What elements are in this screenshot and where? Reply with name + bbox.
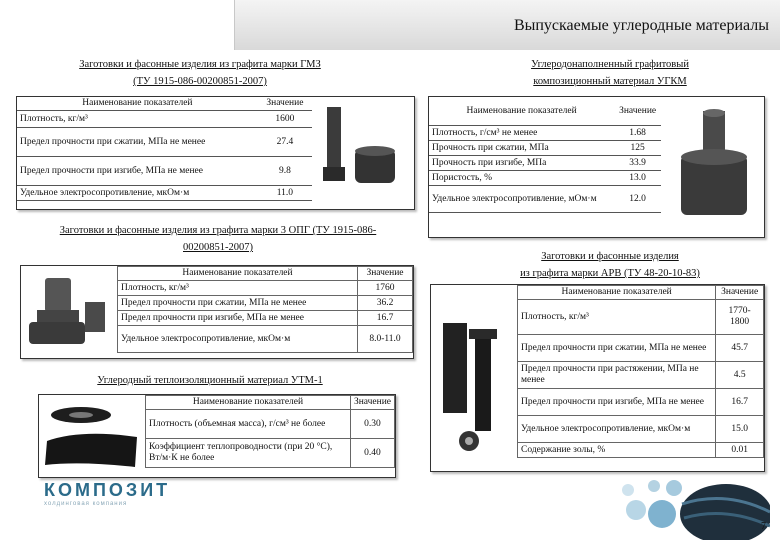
table-row: Удельное электросопротивление, мОм·м 12.0	[429, 186, 661, 213]
graphite-parts-image	[25, 272, 111, 356]
table-row: Плотность, кг/м³ 1600	[17, 111, 312, 128]
gmz-section-title	[20, 56, 380, 90]
table-row: Предел прочности при сжатии, МПа не менее 36.2	[118, 296, 413, 311]
opg-title-line1: Заготовки и фасонные изделия из графита марки 3 ОПГ (ТУ 1915-086-	[59, 225, 377, 236]
arv-panel	[430, 284, 765, 472]
opg-header-value: Значение	[358, 267, 413, 281]
table-row: Плотность, кг/м³ 1760	[118, 281, 413, 296]
table-row: Удельное электросопротивление, мкОм·м 11.0	[17, 186, 312, 201]
table-row: Плотность (объемная масса), г/см³ не более 0.30	[146, 410, 395, 439]
opg-table	[117, 266, 413, 353]
table-row: Прочность при сжатии, МПа 125	[429, 141, 661, 156]
opg-header-name: Наименование показателей	[118, 267, 358, 281]
opg-section-title	[20, 222, 416, 256]
logo-text: КОМПОЗИТ	[44, 480, 171, 500]
table-row: Удельное электросопротивление, мкОм·м 15.0	[518, 416, 764, 443]
utm-table	[145, 395, 395, 468]
ugkm-title-line1: Углеродонаполненный графитовый	[531, 59, 689, 70]
arv-title-line1: Заготовки и фасонные изделия	[541, 251, 679, 262]
table-row: Прочность при изгибе, МПа 33.9	[429, 156, 661, 171]
graphite-products-image	[435, 315, 515, 465]
arv-header-name: Наименование показателей	[518, 286, 716, 300]
gmz-title-line2: (ТУ 1915-086-00200851-2007)	[133, 76, 267, 87]
arv-title-line2: из графита марки АРВ (ТУ 48-20-10-83)	[520, 268, 700, 279]
ugkm-header-value: Значение	[614, 97, 661, 126]
table-row: Коэффициент теплопроводности (при 20 °С), Вт/м·К не более 0.40	[146, 439, 395, 468]
opg-panel	[20, 265, 414, 359]
arv-table	[517, 285, 764, 458]
decorative-circles-image	[610, 468, 770, 540]
utm-section-title: Углеродный теплоизоляционный материал УТМ-1	[97, 375, 323, 386]
ugkm-panel	[428, 96, 765, 238]
title-banner	[234, 0, 780, 50]
logo-subtext: холдинговая компания	[44, 501, 128, 507]
gmz-title-line1: Заготовки и фасонные изделия из графита марки ГМЗ	[79, 59, 321, 70]
gmz-panel	[16, 96, 415, 210]
table-row: Удельное электросопротивление, мкОм·м 8.0-11.0	[118, 326, 413, 353]
ugkm-header-name: Наименование показателей	[429, 97, 614, 126]
gmz-table	[17, 97, 312, 201]
table-row: Предел прочности при сжатии, МПа не менее 45.7	[518, 335, 764, 362]
table-row: Предел прочности при растяжении, МПа не менее 4.5	[518, 362, 764, 389]
composite-part-image	[669, 105, 759, 231]
ugkm-section-title	[470, 56, 750, 90]
graphite-bolt-image	[319, 103, 403, 203]
table-row: Предел прочности при изгибе, МПа не менее 16.7	[518, 389, 764, 416]
page-title: Выпускаемые углеродные материалы	[513, 17, 769, 34]
table-row: Предел прочности при изгибе, МПа не менее 9.8	[17, 157, 312, 186]
opg-title-line2: 00200851-2007)	[183, 242, 253, 253]
arv-header-value: Значение	[716, 286, 764, 300]
gmz-header-name: Наименование показателей	[17, 97, 258, 111]
utm-header-name: Наименование показателей	[146, 396, 351, 410]
table-row: Содержание золы, % 0.01	[518, 443, 764, 458]
ugkm-title-line2: композиционный материал УГКМ	[533, 76, 687, 87]
ugkm-table	[429, 97, 661, 213]
utm-header-value: Значение	[350, 396, 394, 410]
utm-panel	[38, 394, 396, 478]
arv-section-title	[470, 248, 750, 282]
table-row: Плотность, кг/м³ 1770-1800	[518, 300, 764, 335]
gmz-header-value: Значение	[258, 97, 312, 111]
table-row: Плотность, г/см³ не менее 1.68	[429, 126, 661, 141]
table-row: Предел прочности при сжатии, МПа не менее 27.4	[17, 128, 312, 157]
table-row: Пористость, % 13.0	[429, 171, 661, 186]
page-number: 7	[761, 521, 766, 532]
company-logo	[44, 480, 170, 507]
insulation-material-image	[41, 403, 141, 471]
table-row: Предел прочности при изгибе, МПа не менее 16.7	[118, 311, 413, 326]
